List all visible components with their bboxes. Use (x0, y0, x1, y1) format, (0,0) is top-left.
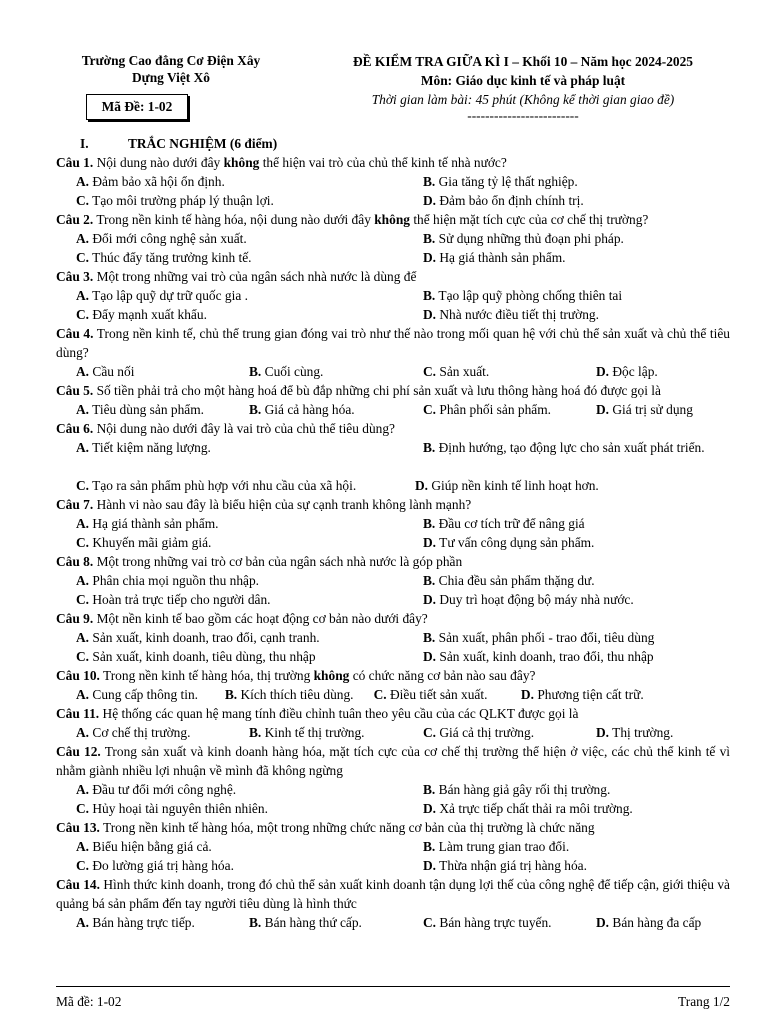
answer-option-b (249, 913, 362, 932)
option-text: Chia đều sản phẩm thặng dư. (438, 573, 595, 588)
answer-option-a (76, 229, 247, 248)
option-letter: B. (423, 288, 436, 303)
answer-option-a (76, 571, 259, 590)
exam-subject: Môn: Giáo dục kinh tế và pháp luật (420, 73, 626, 88)
answer-option-c (76, 856, 234, 875)
options-row (56, 628, 730, 647)
option-text: Điều tiết sản xuất. (390, 687, 488, 702)
question (56, 742, 730, 818)
option-letter: D. (423, 592, 437, 607)
option-letter: C. (76, 592, 90, 607)
option-letter: D. (415, 478, 429, 493)
options-row (56, 590, 730, 609)
options-row (56, 438, 730, 476)
question-number: Câu 5. (56, 383, 94, 398)
answer-option-c (76, 533, 211, 552)
question (56, 666, 730, 704)
exam-info (316, 52, 730, 123)
answer-option-b (423, 438, 730, 457)
school-line-1: Trường Cao đẳng Cơ Điện Xây (81, 53, 261, 68)
option-text: Hoàn trả trực tiếp cho người dân. (92, 592, 271, 607)
option-letter: C. (76, 307, 90, 322)
option-letter: C. (76, 250, 90, 265)
answer-option-a (76, 514, 218, 533)
options-row (56, 723, 730, 742)
option-letter: B. (224, 687, 238, 702)
option-text: Đảm bảo xã hội ổn định. (92, 174, 225, 189)
option-text: Xả trực tiếp chất thải ra môi trường. (439, 801, 633, 816)
question-stem (56, 818, 730, 837)
question (56, 210, 730, 267)
option-text: Gia tăng tỷ lệ thất nghiệp. (438, 174, 578, 189)
options-row (56, 248, 730, 267)
answer-option-a (76, 438, 211, 457)
question-stem (56, 875, 730, 913)
options-row (56, 799, 730, 818)
option-text: Đẩy mạnh xuất khẩu. (92, 307, 207, 322)
answer-option-c (76, 305, 207, 324)
question-text: Hệ thống các quan hệ mang tính điều chỉnh tuân theo yêu cầu của các QLKT được gọi là (99, 706, 579, 721)
question-number: Câu 8. (56, 554, 94, 569)
option-letter: A. (76, 915, 90, 930)
option-text: Đầu tư đổi mới công nghệ. (92, 782, 237, 797)
question (56, 324, 730, 381)
option-text: Thị trường. (612, 725, 674, 740)
option-text: Tư vấn công dụng sản phẩm. (439, 535, 595, 550)
option-text: Bán hàng trực tiếp. (92, 915, 195, 930)
option-text: Đầu cơ tích trữ để nâng giá (438, 516, 585, 531)
option-letter: A. (76, 516, 90, 531)
question-number: Câu 7. (56, 497, 94, 512)
options-row (56, 229, 730, 248)
option-text: Khuyến mãi giảm giá. (92, 535, 212, 550)
question-emphasis: không (374, 212, 410, 227)
answer-option-a (76, 687, 198, 702)
option-text: Giúp nền kinh tế linh hoạt hơn. (431, 478, 599, 493)
school-name (56, 52, 286, 86)
question (56, 875, 730, 932)
option-letter: D. (520, 687, 534, 702)
option-letter: C. (76, 478, 90, 493)
answer-option-a (76, 837, 212, 856)
question-text: Số tiền phải trả cho một hàng hoá để bù đắp những chi phí sản xuất và lưu thông hàng hoá đó được gọi là (93, 383, 661, 398)
option-text: Phương tiện cất trữ. (537, 687, 644, 702)
question-text: Trong nền kinh tế, chủ thể trung gian đóng vai trò như thế nào trong mối quan hệ với chủ thể sản xuất và chủ thể tiêu dùng? (56, 326, 730, 360)
option-letter: B. (423, 630, 436, 645)
question-stem (56, 267, 730, 286)
school-line-2: Dựng Việt Xô (132, 70, 210, 85)
answer-option-a (76, 628, 320, 647)
option-text: Giá cả hàng hóa. (264, 402, 355, 417)
option-letter: C. (76, 193, 90, 208)
option-text: Đo lường giá trị hàng hóa. (92, 858, 234, 873)
options-row (56, 780, 730, 799)
answer-option-a (76, 400, 204, 419)
option-letter: B. (423, 839, 436, 854)
option-letter: B. (423, 573, 436, 588)
question-stem (56, 381, 730, 400)
exam-page (56, 52, 730, 932)
question-number: Câu 14. (56, 877, 100, 892)
answer-option-b (249, 362, 323, 381)
question-text: Nội dung nào dưới đây là vai trò của chủ thể tiêu dùng? (93, 421, 396, 436)
header-separator: ------------------------- (467, 108, 579, 123)
option-letter: A. (76, 839, 90, 854)
question-stem (56, 609, 730, 628)
answer-option-c (423, 913, 552, 932)
answer-option-c (423, 400, 551, 419)
option-text: Đổi mới công nghệ sản xuất. (92, 231, 247, 246)
option-text: Hủy hoại tài nguyên thiên nhiên. (92, 801, 268, 816)
question-stem (56, 666, 730, 685)
option-text: Tiết kiệm năng lượng. (92, 440, 211, 455)
answer-option-b (423, 286, 622, 305)
answer-option-c (76, 799, 268, 818)
options-row (56, 647, 730, 666)
answer-option-c (374, 687, 488, 702)
option-letter: D. (596, 364, 610, 379)
question-number: Câu 12. (56, 744, 101, 759)
option-text: Định hướng, tạo động lực cho sản xuất phát triển. (438, 440, 705, 455)
answer-option-c (423, 723, 534, 742)
answer-option-b (249, 400, 355, 419)
option-text: Giá trị sử dụng (612, 402, 693, 417)
answer-option-b (423, 229, 624, 248)
options-row (56, 400, 730, 419)
option-text: Nhà nước điều tiết thị trường. (439, 307, 599, 322)
option-letter: D. (423, 193, 437, 208)
question-number: Câu 9. (56, 611, 94, 626)
question-text: có chức năng cơ bản nào sau đây? (349, 668, 536, 683)
option-letter: C. (76, 649, 90, 664)
option-text: Sản xuất, phân phối - trao đổi, tiêu dùng (438, 630, 655, 645)
option-letter: D. (423, 801, 437, 816)
option-letter: A. (76, 288, 90, 303)
option-text: Sử dụng những thủ đoạn phi pháp. (438, 231, 624, 246)
option-text: Bán hàng đa cấp (612, 915, 702, 930)
answer-option-d (423, 191, 584, 210)
question-text: Một nền kinh tế bao gồm các hoạt động cơ bản nào dưới đây? (93, 611, 428, 626)
exam-time: Thời gian làm bài: 45 phút (Không kể thời gian giao đề) (371, 92, 675, 107)
question-number: Câu 6. (56, 421, 94, 436)
footer-page-number: Trang 1/2 (678, 994, 730, 1009)
question-number: Câu 3. (56, 269, 94, 284)
option-letter: C. (76, 801, 90, 816)
question-text: thể hiện vai trò của chủ thể kinh tế nhà nước? (259, 155, 507, 170)
question-stem (56, 210, 730, 229)
option-text: Phân phối sản phẩm. (439, 402, 551, 417)
options-row (56, 856, 730, 875)
answer-option-a (76, 723, 190, 742)
question-text: Hành vi nào sau đây là biểu hiện của sự cạnh tranh không lành mạnh? (93, 497, 472, 512)
option-letter: B. (423, 440, 436, 455)
answer-option-c (76, 476, 356, 495)
options-row (56, 286, 730, 305)
option-letter: B. (423, 174, 436, 189)
option-text: Hạ giá thành sản phẩm. (439, 250, 566, 265)
option-letter: D. (423, 649, 437, 664)
answer-option-d (596, 362, 658, 381)
option-text: Sản xuất, kinh doanh, trao đổi, thu nhập (439, 649, 654, 664)
question-stem (56, 742, 730, 780)
option-text: Thúc đẩy tăng trưởng kinh tế. (92, 250, 252, 265)
question-text: Nội dung nào dưới đây (93, 155, 224, 170)
question-text: Trong nền kinh tế hàng hóa, nội dung nào dưới đây (93, 212, 375, 227)
option-letter: B. (423, 231, 436, 246)
answer-option-d (415, 476, 599, 495)
option-letter: B. (249, 402, 262, 417)
options-row (56, 514, 730, 533)
question (56, 609, 730, 666)
footer-exam-code: Mã đề: 1-02 (56, 994, 122, 1009)
question-number: Câu 10. (56, 668, 100, 683)
exam-code-box: Mã Đề: 1-02 (86, 94, 188, 120)
answer-option-d (423, 248, 565, 267)
option-letter: A. (76, 440, 90, 455)
answer-option-d (423, 590, 634, 609)
answer-option-c (76, 590, 271, 609)
option-text: Giá cả thị trường. (439, 725, 535, 740)
answer-option-c (76, 191, 274, 210)
question-stem (56, 153, 730, 172)
option-text: Cung cấp thông tin. (92, 687, 199, 702)
section-title: TRẮC NGHIỆM (6 điểm) (128, 136, 278, 151)
question-text: Một trong những vai trò của ngân sách nhà nước là dùng để (93, 269, 417, 284)
option-text: Độc lập. (612, 364, 658, 379)
question-text: Trong nền kinh tế hàng hóa, một trong những chức năng cơ bản của thị trường là chức năng (99, 820, 595, 835)
option-text: Kinh tế thị trường. (264, 725, 365, 740)
question (56, 381, 730, 419)
option-letter: A. (76, 573, 90, 588)
question-text: Một trong những vai trò cơ bản của ngân sách nhà nước là góp phần (93, 554, 463, 569)
answer-option-b (423, 837, 569, 856)
question-text: Hình thức kinh doanh, trong đó chủ thể sản xuất kinh doanh tận dụng lợi thế của công nghệ để tiếp cận, giới thiệu và quảng bá sản phẩm đến tay người tiêu dùng là hình thức (56, 877, 730, 911)
option-text: Làm trung gian trao đổi. (438, 839, 570, 854)
option-letter: A. (76, 687, 90, 702)
answer-option-d (521, 687, 644, 702)
option-text: Tiêu dùng sản phẩm. (92, 402, 204, 417)
question-stem (56, 419, 730, 438)
answer-option-b (423, 780, 610, 799)
options-row (56, 476, 730, 495)
option-letter: A. (76, 364, 90, 379)
option-letter: C. (76, 858, 90, 873)
option-letter: C. (76, 535, 90, 550)
answer-option-b (423, 514, 585, 533)
question (56, 552, 730, 609)
question-text: Trong sản xuất và kinh doanh hàng hóa, mặt tích cực của cơ chế thị trường thể hiện ở việc, các chủ thể kinh tế vì nhằm giành nhiều lợi nhuận về mình đã không ngừng (56, 744, 730, 778)
option-letter: A. (76, 174, 90, 189)
option-text: Cuối cùng. (264, 364, 324, 379)
exam-title: ĐỀ KIỂM TRA GIỮA KÌ I – Khối 10 – Năm học 2024-2025 (352, 54, 693, 69)
option-letter: C. (423, 725, 437, 740)
question-stem (56, 324, 730, 362)
question-stem (56, 552, 730, 571)
answer-option-b (225, 687, 354, 702)
option-letter: D. (596, 725, 610, 740)
answer-option-a (76, 172, 225, 191)
option-text: Đảm bảo ổn định chính trị. (439, 193, 584, 208)
option-letter: A. (76, 782, 90, 797)
option-letter: D. (423, 250, 437, 265)
option-letter: C. (423, 402, 437, 417)
option-text: Bán hàng trực tuyến. (439, 915, 552, 930)
answer-option-d (423, 647, 654, 666)
question (56, 495, 730, 552)
option-text: Thừa nhận giá trị hàng hóa. (439, 858, 587, 873)
option-letter: D. (596, 402, 610, 417)
option-text: Phân chia mọi nguồn thu nhập. (92, 573, 260, 588)
option-letter: B. (423, 782, 436, 797)
option-letter: A. (76, 402, 90, 417)
answer-option-b (423, 571, 595, 590)
answer-option-c (76, 647, 316, 666)
question-text: thể hiện mặt tích cực của cơ chế thị trường? (409, 212, 649, 227)
option-letter: B. (423, 516, 436, 531)
option-letter: C. (423, 364, 437, 379)
answer-option-d (596, 723, 673, 742)
question-emphasis: không (313, 668, 350, 683)
question (56, 267, 730, 324)
option-text: Tạo môi trường pháp lý thuận lợi. (92, 193, 274, 208)
option-letter: B. (249, 915, 262, 930)
options-row (56, 685, 730, 704)
options-row (56, 305, 730, 324)
answer-option-d (596, 400, 693, 419)
option-letter: A. (76, 231, 90, 246)
question-number: Câu 2. (56, 212, 94, 227)
option-text: Tạo lập quỹ phòng chống thiên tai (438, 288, 623, 303)
answer-option-b (423, 172, 578, 191)
option-text: Cầu nối (92, 364, 135, 379)
answer-option-a (76, 780, 236, 799)
question-stem (56, 704, 730, 723)
option-letter: A. (76, 630, 90, 645)
answer-option-a (76, 286, 248, 305)
section-heading (56, 134, 730, 153)
option-text: Cơ chế thị trường. (92, 725, 191, 740)
option-text: Sản xuất, kinh doanh, tiêu dùng, thu nhập (92, 649, 316, 664)
answer-option-d (423, 533, 594, 552)
option-letter: B. (249, 725, 262, 740)
question-number: Câu 1. (56, 155, 94, 170)
option-letter: C. (373, 687, 387, 702)
options-row (56, 191, 730, 210)
option-letter: A. (76, 725, 90, 740)
question-list (56, 153, 730, 932)
question-number: Câu 11. (56, 706, 100, 721)
option-text: Tạo lập quỹ dự trữ quốc gia . (92, 288, 248, 303)
option-letter: D. (423, 535, 437, 550)
options-row (56, 172, 730, 191)
option-text: Hạ giá thành sản phẩm. (92, 516, 219, 531)
options-row (56, 571, 730, 590)
options-row (56, 533, 730, 552)
option-text: Tạo ra sản phẩm phù hợp với nhu cầu của xã hội. (92, 478, 357, 493)
exam-header (56, 52, 730, 130)
answer-option-b (249, 723, 365, 742)
question (56, 818, 730, 875)
option-text: Bán hàng giả gây rối thị trường. (438, 782, 611, 797)
answer-option-a (76, 362, 134, 381)
option-text: Bán hàng thứ cấp. (264, 915, 362, 930)
question-number: Câu 13. (56, 820, 100, 835)
question-stem (56, 495, 730, 514)
question-text: Trong nền kinh tế hàng hóa, thị trường (99, 668, 314, 683)
option-letter: B. (249, 364, 262, 379)
option-text: Sản xuất. (439, 364, 490, 379)
option-text: Kích thích tiêu dùng. (240, 687, 354, 702)
answer-option-d (423, 305, 599, 324)
option-text: Sản xuất, kinh doanh, trao đổi, cạnh tranh. (92, 630, 320, 645)
option-text: Biểu hiện bằng giá cả. (92, 839, 212, 854)
question (56, 704, 730, 742)
options-row (56, 837, 730, 856)
question-emphasis: không (223, 155, 260, 170)
answer-option-c (76, 248, 252, 267)
options-row (56, 362, 730, 381)
answer-option-d (596, 913, 701, 932)
options-row (56, 913, 730, 932)
answer-option-d (423, 799, 633, 818)
question (56, 153, 730, 210)
question-number: Câu 4. (56, 326, 94, 341)
page-footer (56, 986, 730, 1011)
option-letter: C. (423, 915, 437, 930)
answer-option-d (423, 856, 587, 875)
option-text: Duy trì hoạt động bộ máy nhà nước. (439, 592, 634, 607)
answer-option-c (423, 362, 489, 381)
option-letter: D. (423, 307, 437, 322)
option-letter: D. (596, 915, 610, 930)
option-letter: D. (423, 858, 437, 873)
question (56, 419, 730, 495)
section-number: I. (80, 136, 89, 151)
answer-option-b (423, 628, 654, 647)
answer-option-a (76, 913, 195, 932)
